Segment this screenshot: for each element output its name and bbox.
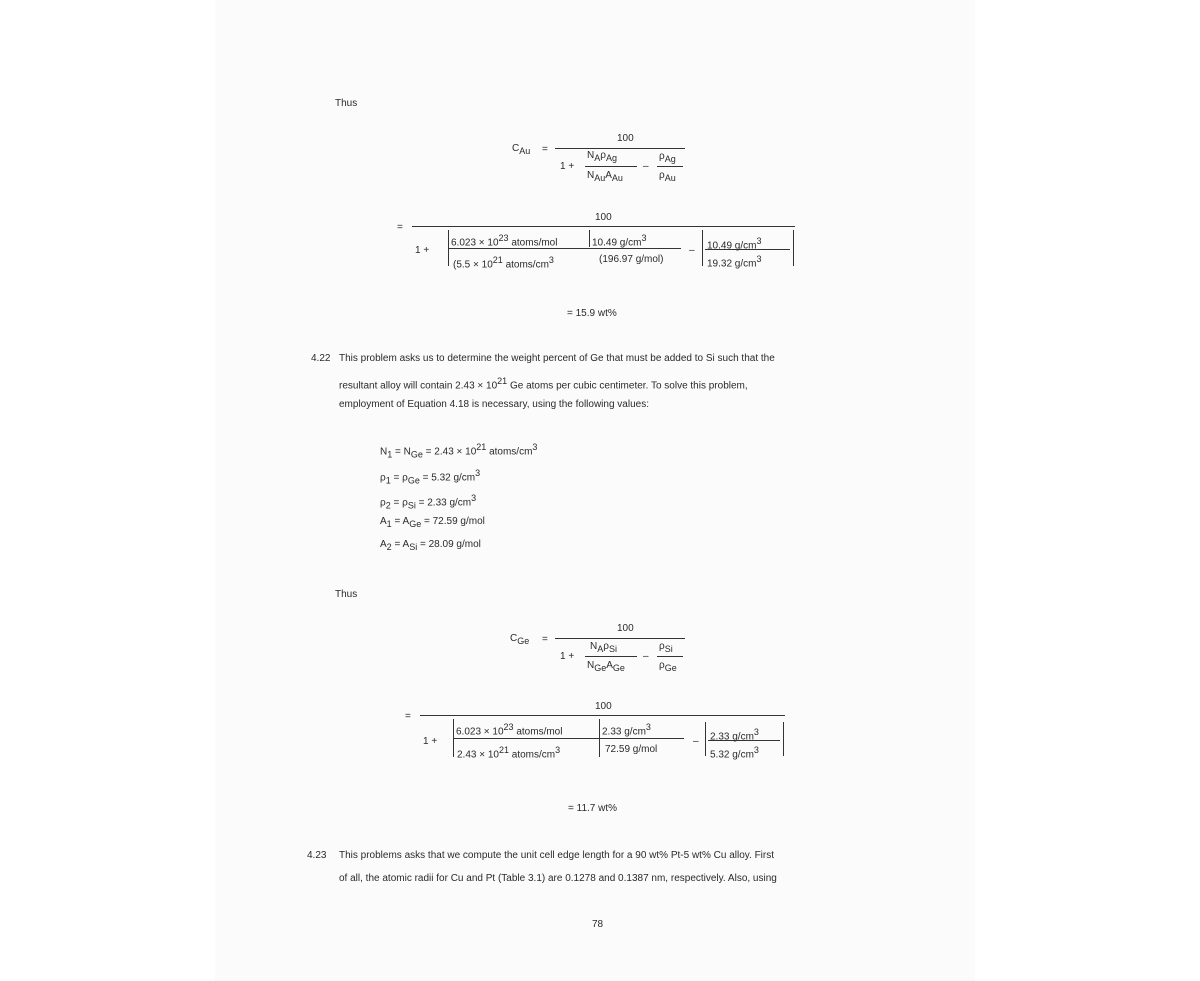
- value-equiv-sub: Si: [409, 542, 418, 552]
- eq1-inner-fraction-bar: [585, 166, 637, 167]
- eq1-rho-num-sub: Ag: [664, 154, 676, 164]
- eq2-rho-num-symbol: ρ: [659, 641, 665, 652]
- problem-4-22-line-1: This problem asks us to determine the weight percent of Ge that must be added to Si such that the: [339, 353, 775, 364]
- eq2-frac-den-a: N: [587, 660, 595, 671]
- eq2-rho-fraction-bar: [657, 656, 683, 657]
- eq2-main-fraction-bar: [555, 638, 685, 639]
- eq1s-den-a: [453, 253, 554, 272]
- eq2-frac-num-a: N: [590, 641, 598, 652]
- value-symbol: ρ: [380, 472, 386, 484]
- eq1-lhs: [512, 142, 530, 158]
- eq2s-ratio-num-value: 2.33 g/cm: [710, 731, 754, 743]
- eq2-rho-den-sub: Ge: [664, 663, 677, 673]
- value-equiv-sub: Si: [407, 500, 416, 511]
- eq1-frac-den-b: A: [605, 170, 612, 181]
- problem-4-23-line-2: of all, the atomic radii for Cu and Pt (Table 3.1) are 0.1278 and 0.1387 nm, respectively. Also, using: [339, 873, 777, 884]
- eq1-frac-den-b-sub: Au: [611, 173, 623, 183]
- eq2-lhs-symbol: C: [510, 633, 518, 644]
- eq2-lhs-sub: Ge: [517, 636, 530, 646]
- eq1-main-fraction-bar: [555, 148, 685, 149]
- eq2s-num-b-exp: 3: [645, 722, 651, 732]
- problem-4-22-number: 4.22: [311, 353, 331, 364]
- eq2-minus: –: [643, 651, 649, 662]
- eq2s-ratio-den-exp: 3: [753, 745, 759, 755]
- eq1-rho-num: [659, 150, 676, 166]
- eq2s-num-a: [456, 720, 562, 739]
- eq1s-den-a-exp: 21: [492, 255, 503, 265]
- eq1s-num-a-unit: atoms/mol: [511, 237, 558, 249]
- eq2s-num-a-exp: 23: [503, 722, 514, 732]
- value-unit-exp: 3: [532, 442, 538, 452]
- eq2s-inner-fraction-bar: [454, 738, 684, 739]
- eq2-frac-num: [590, 640, 617, 656]
- eq1-numerator: 100: [617, 133, 634, 144]
- thus-label-1: Thus: [335, 98, 358, 109]
- eq2s-den-a: [457, 743, 560, 762]
- eq2s-den-one: 1 +: [423, 736, 438, 747]
- eq2-frac-num-b: ρ: [603, 641, 609, 652]
- value-equiv: = N: [392, 446, 411, 458]
- eq2-frac-den-a-sub: Ge: [594, 663, 607, 673]
- document-page: [215, 0, 975, 981]
- eq1-lhs-sub: Au: [519, 146, 531, 156]
- eq1-frac-num-a-sub: A: [594, 153, 601, 163]
- value-amount-exp: 21: [476, 442, 487, 452]
- value-equiv: = ρ: [390, 497, 408, 509]
- value-symbol: ρ: [380, 497, 386, 509]
- problem-4-23-number: 4.23: [307, 850, 327, 861]
- result-2: = 11.7 wt%: [568, 803, 618, 814]
- eq1-rho-num-symbol: ρ: [659, 151, 665, 162]
- eq1s-ratio-fraction-bar: [705, 249, 790, 250]
- eq1s-main-fraction-bar: [412, 226, 795, 227]
- eq2s-numerator: 100: [595, 701, 612, 712]
- value-symbol: A: [380, 516, 387, 527]
- eq2-den-one: 1 +: [560, 651, 575, 662]
- eq2-equals: =: [542, 634, 548, 645]
- eq1-minus: –: [643, 161, 649, 172]
- value-item: [380, 440, 537, 461]
- eq2s-ratio-den: [710, 743, 759, 762]
- value-amount-exp: 3: [475, 468, 481, 478]
- value-amount: = 5.32 g/cm: [419, 472, 476, 484]
- value-amount-exp: 3: [471, 493, 477, 503]
- eq1s-mid-bracket: [589, 230, 590, 247]
- eq2s-main-fraction-bar: [420, 715, 785, 716]
- eq2-numerator: 100: [617, 623, 634, 634]
- eq2s-num-a-unit: atoms/mol: [516, 726, 563, 738]
- eq2s-minus: –: [693, 736, 699, 747]
- eq2-frac-num-a-sub: A: [597, 644, 604, 654]
- eq1s-ratio-num: [707, 234, 762, 253]
- eq1s-den-a-value: (5.5 × 10: [453, 259, 493, 271]
- eq1s-num-a-exp: 23: [498, 233, 509, 243]
- eq2s-ratio-den-value: 5.32 g/cm: [710, 749, 754, 761]
- value-item: [380, 466, 480, 487]
- problem-4-22-line-2b: Ge atoms per cubic centimeter. To solve this problem,: [507, 380, 748, 392]
- eq1s-num-b-value: 10.49 g/cm: [592, 237, 642, 249]
- eq1s-inner-fraction-bar: [449, 248, 681, 249]
- eq1-lhs-symbol: C: [512, 143, 520, 154]
- problem-4-22-line-3: employment of Equation 4.18 is necessary, using the following values:: [339, 399, 649, 410]
- eq1s-num-b-exp: 3: [641, 233, 647, 243]
- eq2s-num-b: [602, 720, 651, 739]
- eq1s-ratio-den-value: 19.32 g/cm: [707, 258, 757, 270]
- eq2s-ratio-right-bracket: [783, 722, 784, 756]
- value-amount: = 2.33 g/cm: [415, 497, 472, 509]
- value-equiv-sub: Ge: [410, 449, 423, 460]
- eq1s-ratio-den-exp: 3: [756, 254, 762, 264]
- eq1s-ratio-right-bracket: [793, 230, 794, 266]
- value-symbol-sub: 2: [386, 542, 392, 552]
- value-unit: atoms/cm: [486, 446, 533, 458]
- value-equiv-sub: Ge: [409, 519, 422, 529]
- eq1s-equals: =: [397, 222, 403, 233]
- value-amount: = 72.59 g/mol: [421, 516, 485, 527]
- eq2s-ratio-num: [710, 725, 759, 744]
- value-amount: = 2.43 × 10: [422, 446, 477, 458]
- value-amount: = 28.09 g/mol: [417, 539, 481, 550]
- eq2-frac-den-b: A: [606, 660, 613, 671]
- eq1s-numerator: 100: [595, 212, 612, 223]
- value-item: [380, 538, 481, 554]
- eq1-rho-fraction-bar: [657, 166, 683, 167]
- eq1s-minus: –: [689, 245, 695, 256]
- page-number: 78: [592, 919, 604, 930]
- eq2s-den-a-value: 2.43 × 10: [457, 749, 499, 761]
- eq1s-den-one: 1 +: [415, 245, 430, 256]
- eq1s-ratio-num-value: 10.49 g/cm: [707, 240, 757, 252]
- problem-4-22-line-2a: resultant alloy will contain 2.43 × 10: [339, 380, 498, 392]
- eq1-rho-den-symbol: ρ: [659, 170, 665, 181]
- eq1-frac-num-b: ρ: [600, 150, 606, 161]
- value-symbol-sub: 2: [385, 500, 391, 511]
- eq1s-ratio-den: [707, 252, 762, 271]
- eq2-frac-num-b-sub: Si: [608, 644, 617, 654]
- eq2-rho-num-sub: Si: [664, 644, 673, 654]
- eq2s-den-a-exp: 21: [498, 745, 509, 755]
- eq2s-num-b-value: 2.33 g/cm: [602, 726, 646, 738]
- eq2-inner-fraction-bar: [585, 656, 637, 657]
- eq1s-ratio-left-bracket: [702, 230, 703, 266]
- eq2s-num-a-value: 6.023 × 10: [456, 726, 504, 738]
- eq1s-den-b: (196.97 g/mol): [599, 254, 664, 265]
- eq1-frac-den-a: N: [587, 170, 595, 181]
- eq1-frac-num: [587, 149, 617, 165]
- eq1-frac-num-a: N: [587, 150, 595, 161]
- eq2-frac-den: [587, 659, 625, 675]
- eq2-lhs: [510, 632, 529, 648]
- eq2-rho-num: [659, 640, 673, 656]
- eq2s-ratio-fraction-bar: [708, 740, 780, 741]
- value-symbol-sub: 1: [385, 475, 391, 486]
- value-item: [380, 515, 485, 531]
- eq1-frac-num-b-sub: Ag: [605, 153, 617, 163]
- value-equiv-sub: Ge: [407, 475, 420, 486]
- eq2-rho-den: [659, 659, 677, 675]
- eq1-frac-den: [587, 169, 623, 185]
- eq1-rho-den-sub: Au: [664, 173, 676, 183]
- eq1-den-one: 1 +: [560, 161, 575, 172]
- eq1s-num-a-value: 6.023 × 10: [451, 237, 499, 249]
- value-item: [380, 491, 476, 512]
- eq2s-ratio-left-bracket: [705, 722, 706, 756]
- eq2s-den-b: 72.59 g/mol: [605, 744, 658, 755]
- eq1s-den-a-unit: atoms/cm: [505, 259, 549, 271]
- value-symbol-sub: 1: [387, 449, 393, 460]
- value-symbol: N: [380, 446, 388, 458]
- eq2-frac-den-b-sub: Ge: [612, 663, 625, 673]
- problem-4-23-line-1: This problems asks that we compute the unit cell edge length for a 90 wt% Pt-5 wt% Cu alloy. First: [339, 850, 775, 861]
- value-equiv: = ρ: [390, 472, 408, 484]
- value-symbol: A: [380, 539, 387, 550]
- eq2s-den-a-unit-exp: 3: [555, 745, 561, 755]
- eq2s-equals: =: [405, 711, 411, 722]
- eq2-rho-den-symbol: ρ: [659, 660, 665, 671]
- eq2s-ratio-num-exp: 3: [753, 727, 759, 737]
- value-equiv: = A: [391, 516, 410, 527]
- value-equiv: = A: [391, 539, 410, 550]
- value-symbol-sub: 1: [386, 519, 392, 529]
- result-1: = 15.9 wt%: [567, 308, 617, 319]
- eq2s-den-a-unit: atoms/cm: [511, 749, 556, 761]
- thus-label-2: Thus: [335, 589, 358, 600]
- problem-4-22-line-2-exp: 21: [497, 376, 508, 386]
- eq1-frac-den-a-sub: Au: [594, 173, 606, 183]
- eq1-equals: =: [542, 144, 548, 155]
- eq1-rho-den: [659, 169, 676, 185]
- eq1s-den-a-unit-exp: 3: [548, 255, 554, 265]
- eq1s-ratio-num-exp: 3: [756, 236, 762, 246]
